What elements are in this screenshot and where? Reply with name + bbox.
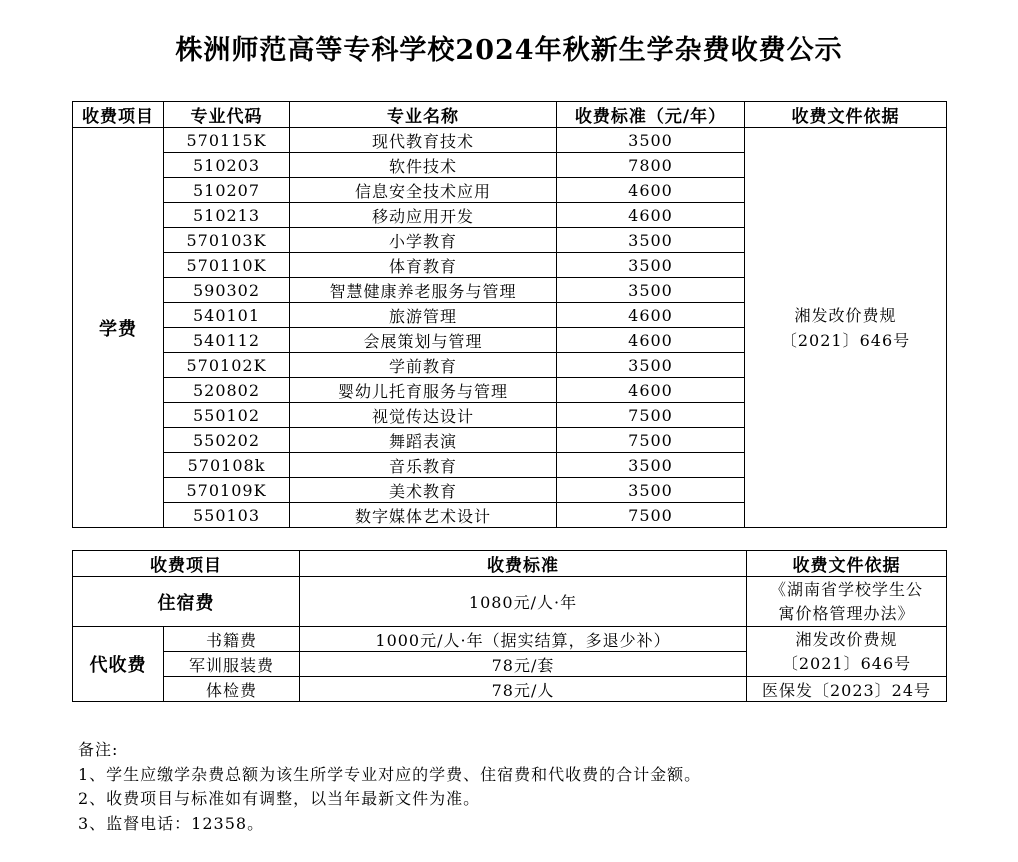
major-code: 510207 (164, 178, 290, 203)
major-name: 体育教育 (290, 253, 557, 278)
agency-item-standard: 78元/套 (300, 652, 747, 677)
major-name: 数字媒体艺术设计 (290, 503, 557, 528)
note-line: 3、监督电话：12358。 (78, 813, 265, 833)
major-fee: 4600 (557, 328, 745, 353)
notes-heading: 备注: (78, 740, 119, 759)
note-line: 2、收费项目与标准如有调整，以当年最新文件为准。 (78, 789, 481, 808)
agency-item-name: 军训服装费 (164, 652, 300, 677)
major-fee: 4600 (557, 378, 745, 403)
major-code: 570109K (164, 478, 290, 503)
major-code: 570102K (164, 353, 290, 378)
header-fee: 收费标准（元/年） (557, 102, 745, 128)
major-name: 舞蹈表演 (290, 428, 557, 453)
header-basis: 收费文件依据 (745, 102, 947, 128)
major-name: 学前教育 (290, 353, 557, 378)
agency-item-name: 体检费 (164, 677, 300, 702)
major-name: 小学教育 (290, 228, 557, 253)
lodging-basis (747, 577, 947, 627)
major-fee: 3500 (557, 453, 745, 478)
major-code: 570103K (164, 228, 290, 253)
notes-section (78, 738, 701, 836)
tuition-row (73, 128, 947, 153)
major-code: 510213 (164, 203, 290, 228)
page-title: 株洲师范高等专科学校2024年秋新生学杂费收费公示 (175, 35, 843, 66)
lodging-row (73, 577, 947, 627)
lodging-label: 住宿费 (73, 577, 300, 627)
tuition-basis (745, 128, 947, 528)
agency-item-standard: 78元/人 (300, 677, 747, 702)
major-code: 570110K (164, 253, 290, 278)
major-fee: 3500 (557, 253, 745, 278)
note-line: 1、学生应缴学杂费总额为该生所学专业对应的学费、住宿费和代收费的合计金额。 (78, 764, 702, 784)
agency-item-standard: 1000元/人·年（据实结算，多退少补） (300, 627, 747, 652)
tuition-table (72, 101, 947, 528)
major-fee: 7500 (557, 403, 745, 428)
tuition-basis-basis-line2: 〔2021〕646号 (780, 330, 911, 350)
tuition-category: 学费 (73, 128, 164, 528)
major-name: 信息安全技术应用 (290, 178, 557, 203)
major-code: 510203 (164, 153, 290, 178)
tuition-header-row (73, 102, 947, 128)
header-name: 专业名称 (290, 102, 557, 128)
major-name: 现代教育技术 (290, 128, 557, 153)
major-code: 550202 (164, 428, 290, 453)
major-code: 520802 (164, 378, 290, 403)
agency-row (73, 677, 947, 702)
agency-label: 代收费 (73, 627, 164, 702)
major-code: 540101 (164, 303, 290, 328)
major-fee: 4600 (557, 178, 745, 203)
major-name: 婴幼儿托育服务与管理 (290, 378, 557, 403)
major-fee: 4600 (557, 203, 745, 228)
major-code: 550102 (164, 403, 290, 428)
major-name: 音乐教育 (290, 453, 557, 478)
major-fee: 3500 (557, 128, 745, 153)
major-code: 550103 (164, 503, 290, 528)
agency-basis-line1: 湘发改价费规 (795, 629, 898, 649)
major-fee: 7500 (557, 503, 745, 528)
major-name: 移动应用开发 (290, 203, 557, 228)
major-fee: 3500 (557, 353, 745, 378)
major-name: 智慧健康养老服务与管理 (290, 278, 557, 303)
major-name: 视觉传达设计 (290, 403, 557, 428)
agency-row (73, 627, 947, 652)
agency-basis-line2: 〔2021〕646号 (781, 653, 912, 673)
tuition-basis-basis-line1: 湘发改价费规 (794, 305, 897, 325)
major-fee: 7800 (557, 153, 745, 178)
other-fees-table (72, 550, 947, 702)
major-code: 570115K (164, 128, 290, 153)
major-code: 590302 (164, 278, 290, 303)
header-basis: 收费文件依据 (747, 551, 947, 577)
major-fee: 4600 (557, 303, 745, 328)
header-code: 专业代码 (164, 102, 290, 128)
header-item: 收费项目 (73, 551, 300, 577)
agency-item-name: 书籍费 (164, 627, 300, 652)
lodging-basis-line1: 《湖南省学校学生公 (769, 579, 923, 599)
major-fee: 3500 (557, 228, 745, 253)
major-fee: 7500 (557, 428, 745, 453)
major-fee: 3500 (557, 478, 745, 503)
agency-basis (747, 627, 947, 677)
major-name: 软件技术 (290, 153, 557, 178)
major-name: 美术教育 (290, 478, 557, 503)
header-item: 收费项目 (73, 102, 164, 128)
agency-basis-b: 医保发〔2023〕24号 (747, 677, 947, 702)
major-code: 540112 (164, 328, 290, 353)
major-name: 旅游管理 (290, 303, 557, 328)
major-fee: 3500 (557, 278, 745, 303)
major-code: 570108k (164, 453, 290, 478)
header-standard: 收费标准 (300, 551, 747, 577)
other-fees-header-row (73, 551, 947, 577)
lodging-standard: 1080元/人·年 (300, 577, 747, 627)
lodging-basis-line2: 寓价格管理办法》 (778, 603, 915, 623)
major-name: 会展策划与管理 (290, 328, 557, 353)
